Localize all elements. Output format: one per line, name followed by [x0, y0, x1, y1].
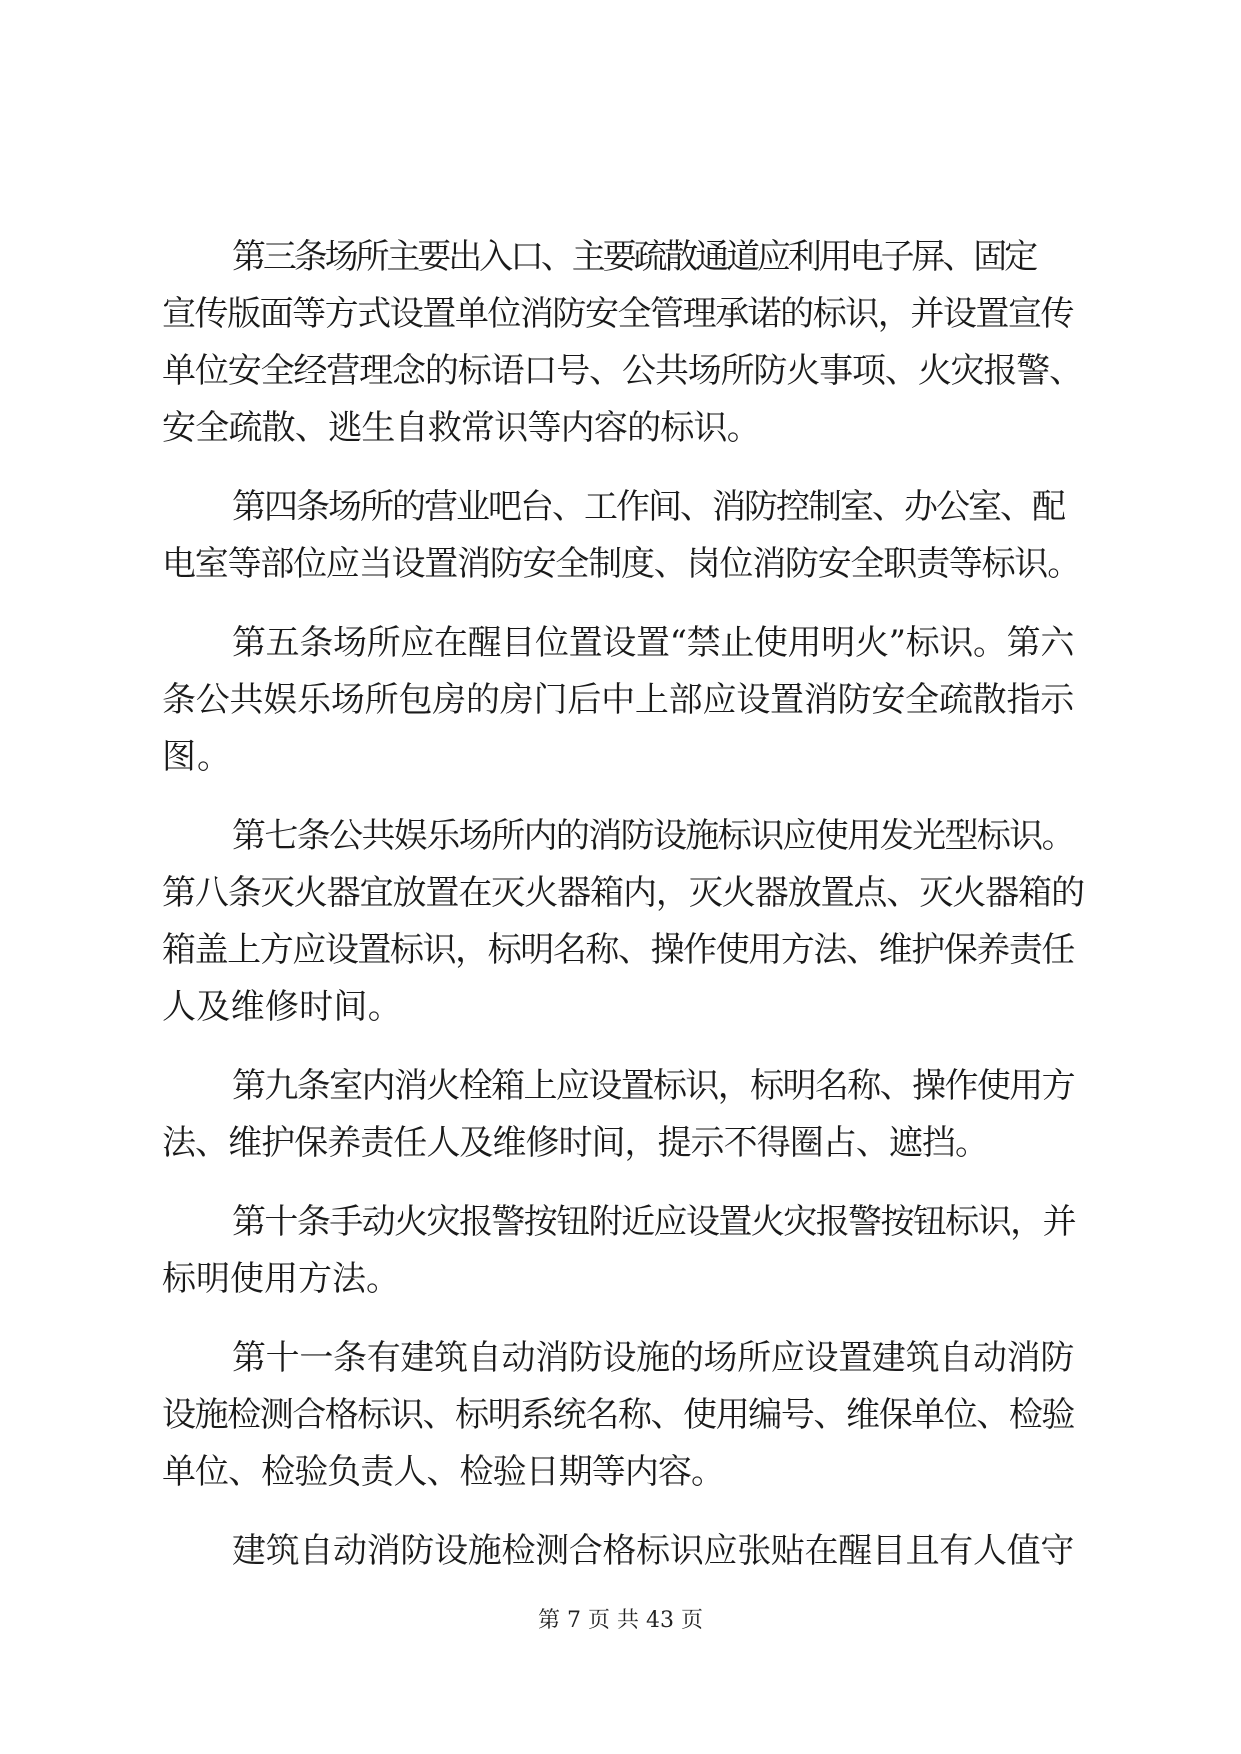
text-line-content: 第八条灭火器宜放置在灭火器箱内，灭火器放置点、灭火器箱的 [162, 873, 1084, 913]
text-line [0, 621, 1241, 665]
text-line [0, 542, 1241, 586]
text-line-content: 第四条场所的营业吧台、工作间、消防控制室、办公室、配 [232, 487, 1064, 527]
text-line [0, 235, 1241, 279]
text-line [0, 871, 1241, 915]
text-line [0, 985, 1241, 1029]
text-line [0, 1393, 1241, 1437]
text-line [0, 1200, 1241, 1244]
text-line-content: 电室等部位应当设置消防安全制度、岗位消防安全职责等标识。 [162, 544, 1080, 584]
text-line [0, 292, 1241, 336]
text-line [0, 1064, 1241, 1108]
text-line-content: 单位、检验负责人、检验日期等内容。 [162, 1452, 724, 1492]
text-line [0, 1257, 1241, 1301]
text-line [0, 1529, 1241, 1573]
text-line-content: 安全疏散、逃生自救常识等内容的标识。 [162, 408, 760, 448]
text-line [0, 406, 1241, 450]
text-line [0, 814, 1241, 858]
page-number-footer: 第 7 页 共 43 页 [538, 1608, 703, 1633]
text-line-content: 人及维修时间。 [162, 987, 402, 1027]
text-line-content: 建筑自动消防设施检测合格标识应张贴在醒目且有人值守 [232, 1531, 1074, 1571]
text-line-content: 第十一条有建筑自动消防设施的场所应设置建筑自动消防 [232, 1338, 1074, 1378]
text-line-content: 第五条场所应在醒目位置设置“禁止使用明火”标识。第六 [232, 623, 1074, 663]
text-line-content: 设施检测合格标识、标明系统名称、使用编号、维保单位、检验 [162, 1395, 1074, 1435]
text-line [0, 928, 1241, 972]
text-line-content: 条公共娱乐场所包房的房门后中上部应设置消防安全疏散指示 [162, 680, 1074, 720]
text-line-content: 第九条室内消火栓箱上应设置标识，标明名称、操作使用方 [232, 1066, 1074, 1106]
text-line-content: 第七条公共娱乐场所内的消防设施标识应使用发光型标识。 [232, 816, 1074, 856]
text-line-content: 图。 [162, 737, 232, 777]
text-line-content: 箱盖上方应设置标识，标明名称、操作使用方法、维护保养责任 [162, 930, 1074, 970]
text-line-content: 第三条场所主要出入口、主要疏散通道应利用电子屏、固定 [232, 237, 1035, 277]
text-line [0, 1450, 1241, 1494]
text-line [0, 1121, 1241, 1165]
text-line-content: 标明使用方法。 [162, 1259, 400, 1299]
text-line [0, 735, 1241, 779]
text-line-content: 法、维护保养责任人及维修时间，提示不得圈占、遮挡。 [162, 1123, 988, 1163]
text-line [0, 485, 1241, 529]
text-line-content: 宣传版面等方式设置单位消防安全管理承诺的标识，并设置宣传 [162, 294, 1073, 334]
text-line [0, 1336, 1241, 1380]
text-line [0, 349, 1241, 393]
text-line [0, 678, 1241, 722]
text-line-content: 单位安全经营理念的标语口号、公共场所防火事项、火灾报警、 [162, 351, 1082, 391]
text-line-content: 第十条手动火灾报警按钮附近应设置火灾报警按钮标识，并 [232, 1202, 1075, 1242]
